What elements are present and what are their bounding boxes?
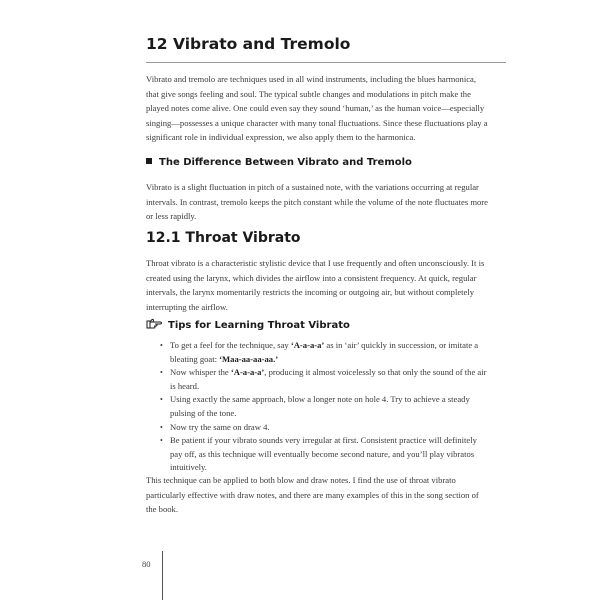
square-bullet-icon: [146, 158, 152, 164]
difference-heading-text: The Difference Between Vibrato and Tremolo: [159, 157, 412, 168]
closing-paragraph: This technique can be applied to both blow and draw notes. I find the use of throat vibrato particularly effective with draw notes, and there are many examples of this in the song section of the book.: [146, 475, 479, 515]
tips-heading: [146, 318, 350, 331]
list-item: • Now whisper the ‘A-a-a-a’, producing it almost voicelessly so that only the sound of the air is heard.: [160, 367, 487, 391]
list-item: • Be patient if your vibrato sounds very irregular at first. Consistent practice will definitely pay off, as this technique will eventually become second nature, and you’ll play vibratos intuitively.: [160, 435, 477, 473]
list-item: • Using exactly the same approach, blow a longer note on hole 4. Try to achieve a steady pulsing of the tone.: [160, 394, 470, 418]
bullet-icon: •: [160, 341, 163, 350]
intro-paragraph: Vibrato and tremolo are techniques used in all wind instruments, including the blues harmonica, that give songs feeling and soul. The typical subtle changes and modulations in pitch make the played notes come alive. One could even say they sound ‘human,’ as the human voice—especially singing—possesses a unique character with many tonal fluctuations. Since these fluctuations play a significant role in individual expression, we also apply them to the harmonica.: [146, 74, 488, 143]
list-item: • Now try the same on draw 4.: [160, 421, 490, 435]
title-divider: [146, 62, 506, 63]
tips-heading-text: Tips for Learning Throat Vibrato: [168, 320, 350, 331]
chapter-title: 12 Vibrato and Tremolo: [146, 35, 351, 53]
page-number: 80: [142, 559, 151, 569]
difference-paragraph: Vibrato is a slight fluctuation in pitch of a sustained note, with the variations occurring at regular intervals. In contrast, tremolo keeps the pitch constant while the volume of the note fluctuates more or less rapidly.: [146, 182, 488, 222]
pointing-hand-icon: [146, 318, 162, 329]
difference-heading: [146, 157, 412, 168]
bullet-icon: •: [160, 368, 163, 378]
bullet-icon: •: [160, 422, 163, 432]
throat-vibrato-paragraph: Throat vibrato is a characteristic stylistic device that I use frequently and often unconsciously. It is created using the larynx, which divides the airflow into a consistent frequency. At quick, regular intervals, the larynx momentarily restricts the incoming or outgoing air, but without completely interrupting the airflow.: [146, 258, 485, 312]
bullet-icon: •: [160, 436, 163, 446]
margin-rule: [162, 551, 163, 600]
section-title: 12.1 Throat Vibrato: [146, 230, 301, 246]
tips-list: [160, 339, 490, 475]
bullet-icon: •: [160, 395, 163, 405]
list-item: • To get a feel for the technique, say ‘A-a-a-a’ as in ‘air’ quickly in succession, or imitate a bleating goat: ‘Maa-aa-aa-aa.’: [160, 340, 479, 364]
